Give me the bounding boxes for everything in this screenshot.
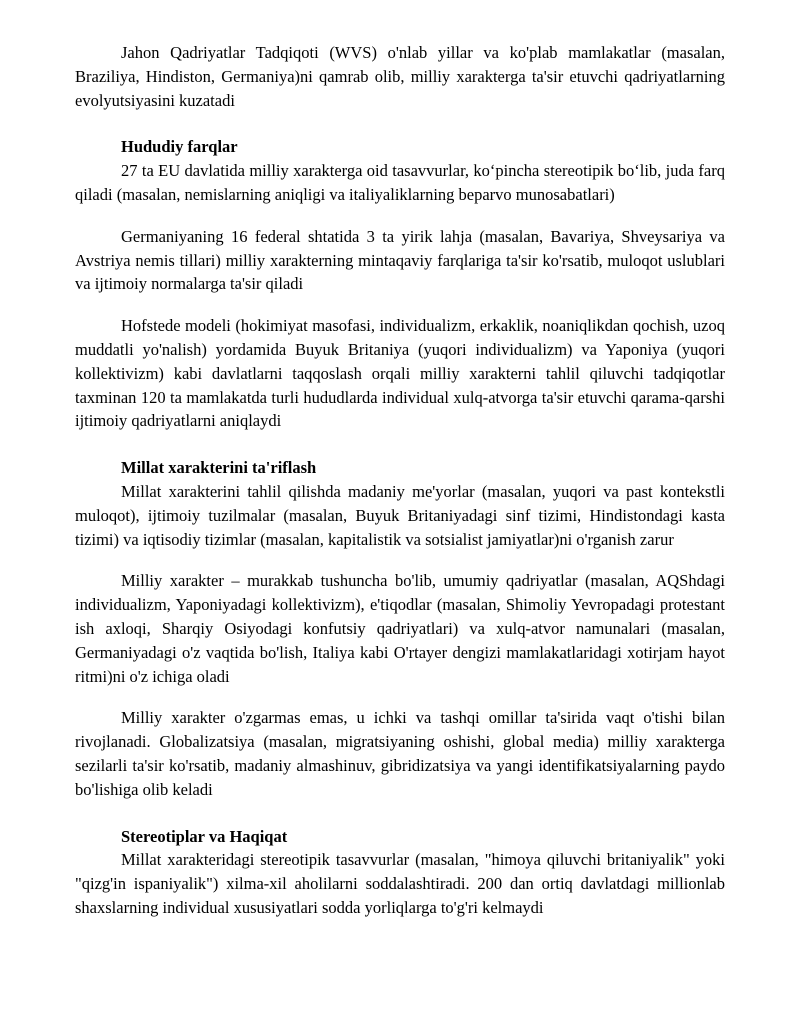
paragraph-complex-concept: Milliy xarakter – murakkab tushuncha bo'lib, umumiy qadriyatlar (masalan, AQShdagi individualizm, Yaponiyadagi kollektivizm), e'tiqodlar (masalan, Shimoliy Yevropadagi protestant ish axloqi, Sharqiy Osiyodagi konfutsiy qadriyatlari) va xulq-atvor namunalari (masalan, Germaniyadagi o'z vaqtida bo'lish, Italiya kabi O'rtayer dengizi mamlakatlaridagi xotirjam hayot ritmi)ni o'z ichiga oladi bbox=[75, 571, 725, 686]
document-page bbox=[75, 41, 725, 920]
paragraph-cultural-norms: Millat xarakterini tahlil qilishda madaniy me'yorlar (masalan, yuqori va past kontekstli muloqot), ijtimoiy tuzilmalar (masalan, Buyuk Britaniyadagi sinf tizimi, Hindistondagi kasta tizimi) va iqtisodiy tizimlar (masalan, kapitalistik va sotsialist jamiyatlar)ni o'rganish zarur bbox=[75, 481, 725, 549]
paragraph-germany-dialects: Germaniyaning 16 federal shtatida 3 ta yirik lahja (masalan, Bavariya, Shveysariya va Avstriya nemis tillari) milliy xarakterning mintaqaviy farqlariga ta'sir ko'rsatib, muloqot uslublari va ijtimoiy normalarga ta'sir qiladi bbox=[75, 226, 725, 294]
paragraph-eu-states: 27 ta EU davlatida milliy xarakterga oid tasavvurlar, ko‘pincha stereotipik bo‘lib, juda farq qiladi (masalan, nemislarning aniqligi va italiyaliklarning beparvo munosabatlari) bbox=[75, 161, 725, 204]
heading-defining-national-character: Millat xarakterini ta'riflash bbox=[121, 458, 317, 478]
paragraph-not-static: Milliy xarakter o'zgarmas emas, u ichki va tashqi omillar ta'sirida vaqt o'tishi bilan rivojlanadi. Globalizatsiya (masalan, migratsiyaning oshishi, global media) milliy xarakterga sezilarli ta'sir ko'rsatib, madaniy almashinuv, gibridizatsiya va yangi identifikatsiyalarning paydo bo'lishiga olib keladi bbox=[75, 708, 725, 799]
paragraph-stereotypes: Millat xarakteridagi stereotipik tasavvurlar (masalan, "himoya qiluvchi britaniyalik" yoki "qizg'in ispaniyalik") xilma-xil aholilarni soddalashtiradi. 200 dan ortiq davlatdagi millionlab shaxslarning individual xususiyatlari sodda yorliqlarga to'g'ri kelmaydi bbox=[75, 850, 725, 917]
heading-stereotypes-reality: Stereotiplar va Haqiqat bbox=[121, 826, 288, 846]
paragraph-hofstede-model: Hofstede modeli (hokimiyat masofasi, individualizm, erkaklik, noaniqlikdan qochish, uzoq muddatli yo'nalish) yordamida Buyuk Britaniya (yuqori individualizm) va Yaponiya (yuqori kollektivizm) kabi davlatlarni taqqoslash orqali milliy xarakterni tahlil qiluvchi tadqiqotlar taxminan 120 ta mamlakatda turli hududlarda individual xulq-atvorga ta'sir etuvchi qarama-qarshi ijtimoiy qadriyatlarni aniqlaydi bbox=[75, 316, 725, 431]
paragraph-wvs: Jahon Qadriyatlar Tadqiqoti (WVS) o'nlab yillar va ko'plab mamlakatlar (masalan, Braziliya, Hindiston, Germaniya)ni qamrab olib, milliy xarakterga ta'sir etuvchi qadriyatlarning evolyutsiyasini kuzatadi bbox=[75, 43, 725, 110]
heading-regional-differences: Hududiy farqlar bbox=[121, 137, 238, 157]
